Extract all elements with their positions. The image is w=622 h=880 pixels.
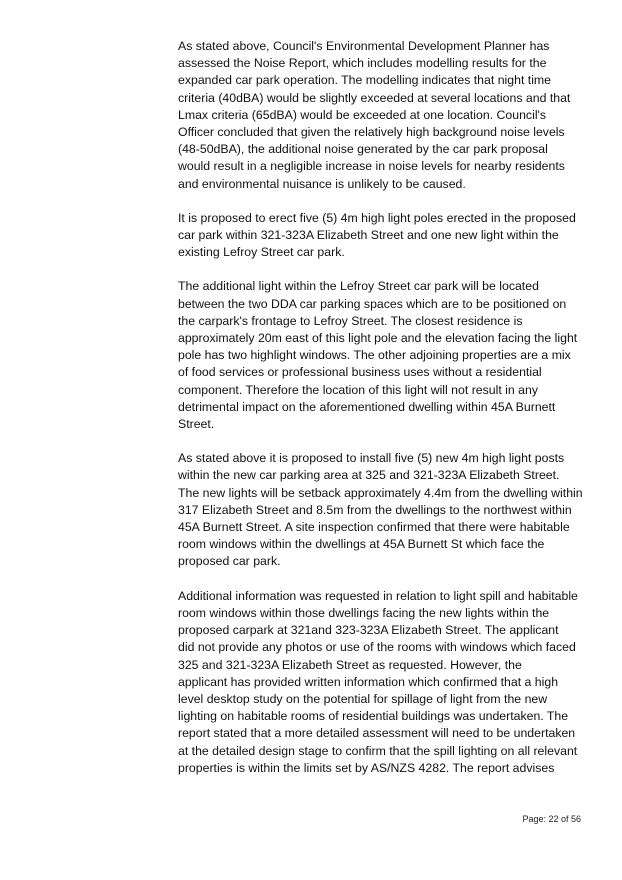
text-line: report stated that a more detailed assessment will need to be undertaken [178,726,576,741]
text-line: pole has two highlight windows. The other adjoining properties are a mix [178,348,571,363]
text-line: and environmental nuisance is unlikely to be caused. [178,176,466,191]
text-line: room windows within those dwellings facing the new lights within the [178,605,550,620]
text-line: the carpark's frontage to Lefroy Street. The closest residence is [178,313,523,328]
paragraph-light-spill [178,588,588,777]
text-line: The new lights will be setback approximately 4.4m from the dwelling within [178,485,583,500]
text-line: It is proposed to erect five (5) 4m high light poles erected in the proposed [178,210,576,225]
text-line: assessed the Noise Report, which includes modelling results for the [178,56,547,71]
page-number: Page: 22 of 56 [522,814,581,824]
text-line: 45A Burnett Street. A site inspection confirmed that there were habitable [178,520,570,535]
text-line: As stated above it is proposed to install five (5) new 4m high light posts [178,451,565,466]
document-body [178,38,588,794]
text-line: between the two DDA car parking spaces which are to be positioned on [178,296,567,311]
text-line: detrimental impact on the aforementioned dwelling within 45A Burnett [178,399,556,414]
text-line: Lmax criteria (65dBA) would be exceeded at one location. Council's [178,107,547,122]
text-line: 317 Elizabeth Street and 8.5m from the dwellings to the northwest within [178,502,572,517]
text-line: As stated above, Council's Environmental Development Planner has [178,39,550,53]
paragraph-light-poles [178,210,588,262]
paragraph-lefroy-street-light [178,278,588,433]
text-line: component. Therefore the location of this light will not result in any [178,382,538,397]
text-line: within the new car parking area at 325 and 321-323A Elizabeth Street. [178,468,560,483]
text-line: Street. [178,417,215,432]
paragraph-new-light-posts [178,450,588,570]
text-line: (48-50dBA), the additional noise generated by the car park proposal [178,142,548,157]
text-line: proposed car park. [178,554,281,569]
text-line: criteria (40dBA) would be slightly exceeded at several locations and that [178,90,571,105]
text-line: did not provide any photos or use of the rooms with windows which faced [178,640,576,655]
text-line: properties is within the limits set by AS/NZS 4282. The report advises [178,760,555,775]
text-line: approximately 20m east of this light pole and the elevation facing the light [178,331,578,346]
text-line: Additional information was requested in relation to light spill and habitable [178,588,578,603]
text-line: room windows within the dwellings at 45A Burnett St which face the [178,537,545,552]
text-line: applicant has provided written information which confirmed that a high [178,674,559,689]
text-line: would result in a negligible increase in noise levels for nearby residents [178,159,565,174]
paragraph-noise-report [178,38,588,193]
text-line: expanded car park operation. The modelling indicates that night time [178,73,552,88]
text-line: 325 and 321-323A Elizabeth Street as requested. However, the [178,657,522,672]
text-line: car park within 321-323A Elizabeth Street and one new light within the [178,228,559,243]
text-line: at the detailed design stage to confirm that the spill lighting on all relevant [178,743,578,758]
text-line: of food services or professional business uses without a residential [178,365,542,380]
text-line: proposed carpark at 321and 323-323A Elizabeth Street. The applicant [178,623,559,638]
text-line: The additional light within the Lefroy Street car park will be located [178,279,539,294]
text-line: lighting on habitable rooms of residential buildings was undertaken. The [178,709,569,724]
text-line: Officer concluded that given the relatively high background noise levels [178,125,565,140]
text-line: level desktop study on the potential for spillage of light from the new [178,691,548,706]
text-line: existing Lefroy Street car park. [178,245,345,260]
